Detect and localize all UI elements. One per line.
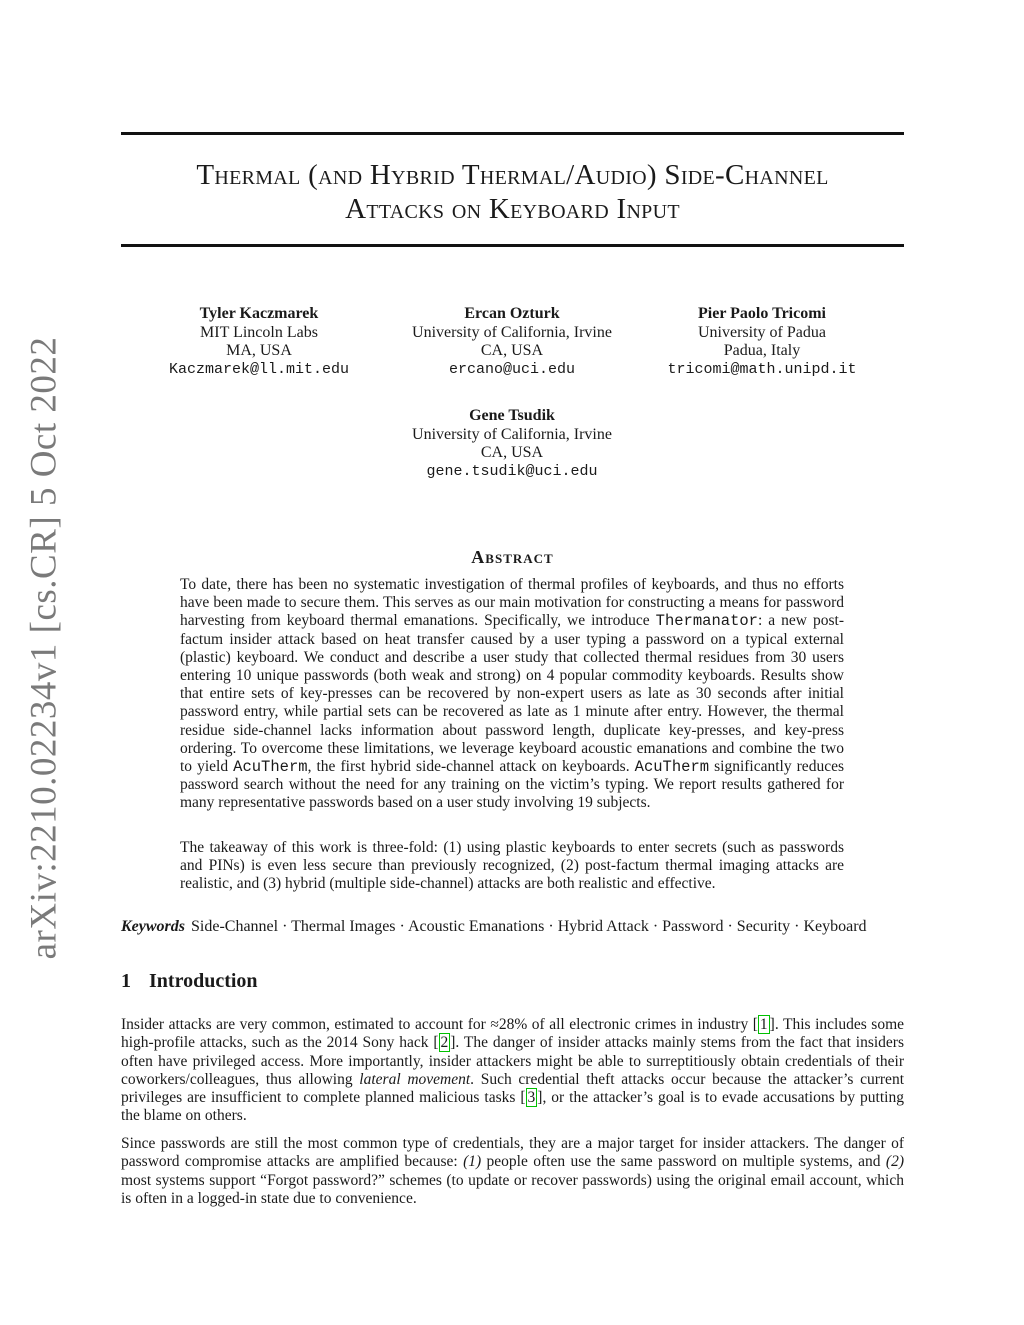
section-title: Introduction: [149, 970, 258, 992]
abstract-paragraph: To date, there has been no systematic investigation of thermal profiles of keyboards, and thus no efforts have been made to secure them. This serves as our main motivation for constructing a means for password harvesting from keyboard thermal emanations. Specifically, we introduce Thermanator: a new post-factum insider attack based on heat transfer caused by a user typing a password on a typical external (plastic) keyboard. We conduct and describe a user study that collected thermal residues from 30 users entering 10 unique passwords (both weak and strong) on 4 popular commodity keyboards. Results show that entire sets of key-presses can be recovered by non-expert users as late as 30 seconds after initial password entry, while partial sets can be recovered as late as 1 minute after entry. However, the thermal residue side-channel lacks information about password length, duplicate key-presses, and key-press ordering. To overcome these limitations, we leverage keyboard acoustic emanations and combine the two to yield AcuTherm, the first hybrid side-channel attack on keyboards. AcuTherm significantly reduces password search without the need for any training on the victim’s typing. We report results gathered for many representative passwords based on a user study involving 19 subjects.: [180, 576, 844, 812]
body-paragraph: Insider attacks are very common, estimated to account for ≈28% of all electronic crimes in industry [ 1 ]. This includes some high-profile attacks, such as the 2014 Sony hack [ 2 ]. The danger of insider attacks mainly stems from the fact that insiders often have privileged access. More importantly, insider attackers might be able to surreptitiously obtain credentials of their coworkers/colleagues, thus allowing lateral movement. Such credential theft attacks occur because the attacker’s current privileges are insufficient to complete planned malicious tasks [ 3 ], or the attacker’s goal is to evade accusations by putting the blame on others.: [121, 1016, 905, 1125]
code-term: AcuTherm: [233, 758, 308, 777]
title-rule-top: [121, 132, 904, 135]
author-email: gene.tsudik@uci.edu: [426, 462, 598, 480]
section-heading: [121, 970, 258, 993]
author-location: CA, USA: [480, 342, 544, 359]
keywords-line: [121, 918, 904, 936]
section-number: 1: [121, 970, 131, 992]
author-name: Ercan Ozturk: [464, 305, 560, 322]
author-location: CA, USA: [480, 444, 544, 461]
author-block: [159, 305, 359, 379]
abstract-heading: Abstract: [471, 547, 554, 567]
author-name: Pier Paolo Tricomi: [698, 305, 826, 322]
author-location: MA, USA: [226, 342, 292, 359]
author-name: Tyler Kaczmarek: [199, 305, 319, 322]
author-email: tricomi@math.unipd.it: [667, 360, 857, 378]
title-line-1: Thermal (and Hybrid Thermal/Audio) Side-Channel: [196, 159, 829, 191]
code-term: Thermanator: [655, 612, 758, 631]
citation-link[interactable]: 2: [440, 1034, 449, 1052]
author-block: [392, 407, 632, 481]
body-paragraph: Since passwords are still the most common type of credentials, they are a major target for insider attackers. The danger of password compromise attacks are amplified because: (1) people often use the same password on multiple systems, and (2) most systems support “Forgot password?” schemes (to update or recover passwords) using the original email account, which is often in a logged-in state due to convenience.: [121, 1135, 904, 1207]
author-affiliation: University of California, Irvine: [412, 323, 612, 341]
title-rule-bottom: [121, 244, 904, 247]
author-block: [392, 305, 632, 379]
author-affiliation: University of California, Irvine: [412, 425, 612, 443]
citation-link[interactable]: 1: [759, 1016, 768, 1033]
title-line-2: Attacks on Keyboard Input: [345, 193, 680, 225]
author-affiliation: University of Padua: [698, 323, 826, 341]
citation-link[interactable]: 3: [527, 1089, 536, 1107]
paper-title: [121, 158, 904, 226]
author-name: Gene Tsudik: [469, 407, 555, 424]
arxiv-stamp: arXiv:2210.02234v1 [cs.CR] 5 Oct 2022: [23, 336, 65, 960]
author-email: ercano@uci.edu: [448, 360, 576, 378]
author-email: Kaczmarek@ll.mit.edu: [168, 360, 350, 378]
keywords-text: Side-Channel · Thermal Images · Acoustic Emanations · Hybrid Attack · Password · Security · Keyboard: [191, 918, 867, 935]
abstract-paragraph: The takeaway of this work is three-fold: (1) using plastic keyboards to enter secrets (such as passwords and PINs) is even less secure than previously recognized, (2) post-factum thermal imaging attacks are realistic, and (3) hybrid (multiple side-channel) attacks are both realistic and effective.: [180, 839, 844, 893]
author-affiliation: MIT Lincoln Labs: [200, 323, 318, 341]
author-block: [662, 305, 862, 379]
keywords-label: Keywords: [121, 918, 185, 935]
author-location: Padua, Italy: [723, 342, 801, 359]
code-term: AcuTherm: [634, 758, 710, 777]
